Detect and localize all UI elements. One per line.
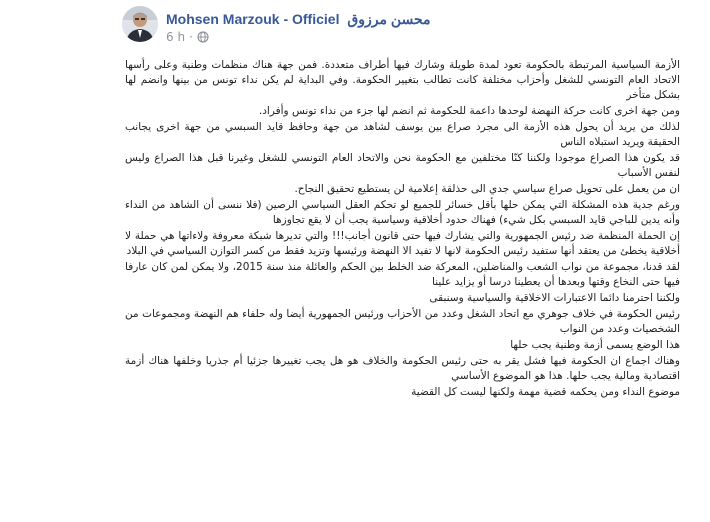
- post-paragraph: وهناك اجماع ان الحكومة فيها فشل يقر به حتى رئيس الحكومة والخلاف هو هل يجب تغييرها جزئيا أم جذريا وخلفها هناك أزمة اقتصادية ومالية يجب حلها. هذا هو الموضوع الأساسي: [125, 355, 680, 382]
- post-paragraph: لقد قدنا، مجموعة من نواب الشعب والمناضلين، المعركة ضد الخلط بين الحكم والعائلة منذ سنة 2015، ولا يمكن لمن كان عارفا فيها حتى النخاع وقتها وبعدها أن يعطينا درسا أو يزايد علينا: [125, 261, 680, 288]
- post-paragraph: ومن جهة اخرى كانت حركة النهضة لوحدها داعمة للحكومة ثم انضم لها جزء من نداء تونس وأفراد.: [258, 105, 680, 117]
- post-paragraph: قد يكون هذا الصراع موجودا ولكننا كنّا مختلفين مع الحكومة نحن والاتحاد العام التونسي للشغل وغيرنا قبل هذا الصراع وليس لنفس الأسباب: [125, 152, 680, 179]
- author-name-arabic[interactable]: محسن مرزوق: [347, 11, 431, 27]
- post-body: [125, 58, 680, 520]
- profile-photo: [122, 6, 158, 42]
- post-paragraph: ولكننا احترمنا دائما الاعتبارات الاخلاقية والسياسية وسنبقى: [429, 292, 680, 304]
- post-paragraph: ان من يعمل على تحويل صراع سياسي جدي الى حذلقة إعلامية لن يستطيع تحقيق النجاح.: [294, 183, 680, 195]
- post-paragraph: موضوع النداء ومن يحكمه قضية مهمة ولكنها ليست كل القضية: [411, 386, 680, 398]
- post-paragraph: رئيس الحكومة في خلاف جوهري مع اتحاد الشغل وعدد من الأحزاب ورئيس الجمهورية أيضا وله حلفاء هم النهضة ومجموعات من الشخصيات وعدد من النواب: [125, 308, 680, 335]
- post-paragraph: لذلك من يريد أن يحول هذه الأزمة الى مجرد صراع بين يوسف لشاهد من جهة وحافظ قايد السبسي من جهة اخرى يجانب الحقيقة ويريد استبلاه الناس: [125, 121, 680, 148]
- post-timestamp[interactable]: 6 h: [166, 30, 186, 44]
- post-paragraph: الأزمة السياسية المرتبطة بالحكومة تعود لمدة طويلة وشارك فيها أطراف متعددة. فمن جهة هناك منظمات وطنية وعلى رأسها الاتحاد العام التونسي للشغل وأحزاب مختلفة كانت تطالب بتغيير الحكومة. وفي البداية لم يكن نداء تونس من بينها وانضم لها بشكل متأخر: [125, 59, 680, 101]
- author-name[interactable]: [166, 11, 431, 28]
- post-paragraph: إن الحملة المنظمة ضد رئيس الجمهورية والتي يشارك فيها حتى قانون أجانب!!! والتي تديرها شبكة معروفة ولاءاتها هي حملة لا أخلاقية يخطئ من يعتقد أنها ستفيد رئيس الحكومة لانها لا تفيد الا النهضة ورئيسها وتزيد فقط من كسر التوازن السياسي في البلاد: [125, 230, 680, 257]
- post-paragraph: ورغم جدية هذه المشكلة التي يمكن حلها بأقل خسائر للجميع لو تحكم العقل السياسي الرصين (فلا ننسى أن الشاهد من النداء وأنه يدين للباجي قايد السبسي بكل شيء) فهناك حدود أخلاقية وسياسية يجب أن لا يقع تجاوزها: [125, 199, 680, 226]
- globe-icon[interactable]: [197, 31, 209, 43]
- author-name-latin[interactable]: Mohsen Marzouk - Officiel: [166, 11, 340, 27]
- meta-separator: ·: [189, 30, 193, 44]
- avatar[interactable]: [122, 6, 158, 42]
- post-paragraph: هذا الوضع يسمى أزمة وطنية يجب حلها: [510, 339, 680, 351]
- post-meta: [166, 30, 209, 44]
- post-header: [122, 6, 682, 50]
